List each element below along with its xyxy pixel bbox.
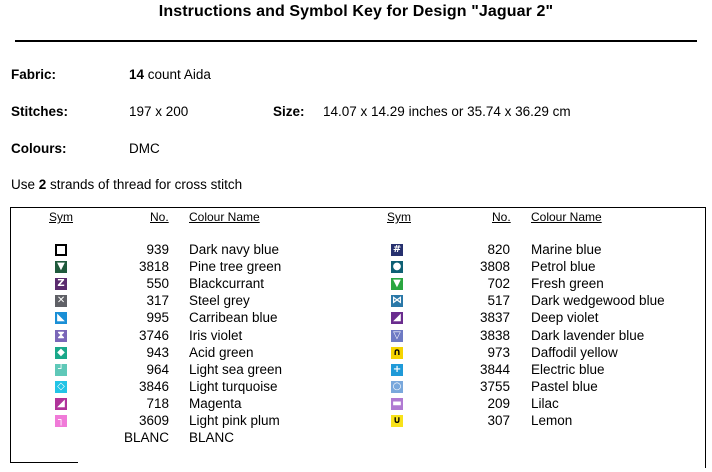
symbol-swatch-icon: ◣	[55, 312, 67, 324]
symbol-swatch-icon: ┘	[55, 364, 67, 376]
colour-number: 3609	[138, 413, 169, 428]
colour-name: Electric blue	[531, 361, 605, 377]
colour-name: Pastel blue	[531, 378, 598, 394]
size-label: Size:	[273, 104, 305, 119]
colour-name: Carribean blue	[189, 310, 278, 326]
symbol-swatch-icon: ○	[392, 380, 402, 392]
symbol-swatch-icon: ∩	[392, 346, 402, 358]
instruction-pre: Use	[11, 177, 39, 192]
table-row	[0, 276, 712, 293]
symbol-swatch-icon: ▼	[391, 278, 403, 290]
stitches-label: Stitches:	[11, 104, 69, 119]
colour-number: 964	[146, 361, 169, 377]
colour-name: Dark wedgewood blue	[531, 293, 665, 309]
colour-number: 3746	[138, 327, 169, 343]
colour-name: Acid green	[189, 344, 254, 360]
table-row	[0, 362, 712, 379]
symbol-swatch-icon: ✕	[56, 295, 66, 307]
symbol-swatch-icon: ▽	[391, 330, 403, 342]
symbol-swatch-icon: ◇	[55, 381, 67, 393]
fabric-value	[129, 67, 211, 82]
symbol-swatch-icon: ◢	[55, 398, 67, 410]
table-row	[0, 396, 712, 413]
colour-number: 3808	[479, 259, 510, 275]
colour-number: 3846	[138, 378, 169, 394]
instruction-post: strands of thread for cross stitch	[46, 177, 243, 192]
symbol-swatch-icon: ▬	[392, 397, 402, 409]
colour-number: BLANC	[123, 430, 169, 446]
colour-name: Light pink plum	[189, 413, 280, 428]
symbol-swatch-icon: Z	[55, 278, 67, 290]
symbol-swatch-icon: +	[392, 363, 402, 375]
right-header-name: Colour Name	[531, 210, 602, 224]
table-row	[0, 413, 712, 430]
table-row	[0, 328, 712, 345]
fabric-type: count Aida	[144, 67, 211, 82]
table-row	[0, 379, 712, 396]
symbol-swatch-icon: ┐	[55, 415, 67, 427]
colour-name: Marine blue	[531, 242, 602, 257]
colour-number: 3837	[479, 310, 510, 326]
colour-number: 3838	[479, 327, 510, 343]
colour-name: Steel grey	[189, 293, 250, 309]
colour-number: 718	[146, 395, 169, 411]
colours-value: DMC	[129, 141, 160, 156]
left-header-no: No.	[150, 210, 169, 224]
left-header-name: Colour Name	[189, 210, 260, 224]
table-row	[0, 242, 712, 259]
colour-name: Fresh green	[531, 276, 604, 292]
symbol-swatch-icon: ◆	[55, 347, 67, 359]
symbol-swatch-icon: ∪	[392, 415, 402, 426]
table-row	[0, 430, 712, 447]
symbol-swatch-icon: #	[392, 244, 402, 255]
colour-name: Iris violet	[189, 327, 243, 343]
colour-name: Petrol blue	[531, 259, 596, 275]
colour-name: BLANC	[189, 430, 235, 446]
table-row	[0, 259, 712, 276]
symbol-swatch-icon: ⧗	[55, 330, 67, 342]
table-row	[0, 345, 712, 362]
colour-number: 3818	[138, 259, 169, 275]
colour-name: Deep violet	[531, 310, 599, 326]
colour-number: 209	[487, 395, 510, 411]
symbol-swatch-icon: ⋈	[392, 295, 402, 307]
colour-number: 3755	[479, 378, 510, 394]
colour-number: 307	[487, 413, 510, 428]
page-title: Instructions and Symbol Key for Design "Jaguar 2"	[158, 3, 554, 20]
thread-instruction	[11, 177, 242, 192]
colour-number: 939	[146, 242, 169, 257]
colour-name: Dark lavender blue	[531, 327, 645, 343]
colour-name: Magenta	[189, 395, 242, 411]
colour-number: 973	[487, 344, 510, 360]
table-row	[0, 293, 712, 310]
colour-name: Light turquoise	[189, 378, 278, 394]
table-row	[0, 310, 712, 327]
colour-number: 995	[146, 310, 169, 326]
symbol-swatch-icon: ●	[392, 261, 402, 273]
symbol-swatch-icon: ▼	[55, 261, 67, 273]
colours-label: Colours:	[11, 141, 67, 156]
table-bottom-border	[10, 462, 78, 463]
size-value: 14.07 x 14.29 inches or 35.74 x 36.29 cm	[323, 104, 571, 119]
colour-number: 3844	[479, 361, 510, 377]
title-rule	[15, 40, 697, 42]
colour-number: 317	[146, 293, 169, 309]
right-header-no: No.	[492, 210, 511, 224]
fabric-label: Fabric:	[11, 67, 57, 82]
colour-number: 550	[146, 276, 169, 292]
left-header-sym: Sym	[49, 210, 73, 224]
colour-number: 517	[487, 293, 510, 309]
stitches-value: 197 x 200	[129, 104, 189, 119]
colour-number: 943	[146, 344, 169, 360]
colour-name: Lemon	[531, 413, 573, 428]
colour-name: Light sea green	[189, 361, 283, 377]
colour-name: Pine tree green	[189, 259, 282, 275]
symbol-swatch-icon: ◢	[391, 312, 403, 324]
colour-number: 702	[487, 276, 510, 292]
right-header-sym: Sym	[387, 210, 411, 224]
colour-name: Daffodil yellow	[531, 344, 618, 360]
colour-name: Lilac	[531, 395, 559, 411]
colour-number: 820	[487, 242, 510, 257]
colour-name: Dark navy blue	[189, 242, 280, 257]
strand-count: 2	[38, 177, 47, 192]
colour-name: Blackcurrant	[189, 276, 265, 292]
fabric-count: 14	[129, 67, 145, 82]
